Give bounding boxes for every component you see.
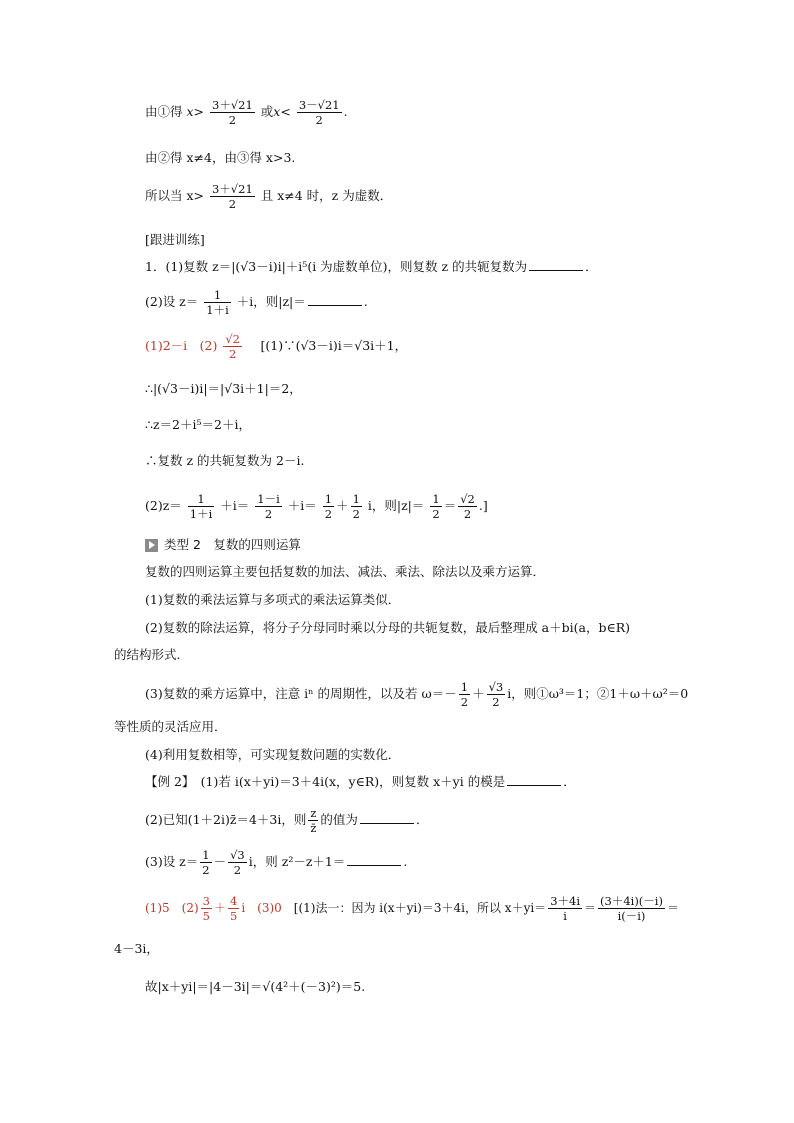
fraction [188, 492, 215, 521]
fraction [228, 894, 239, 923]
fraction [297, 98, 342, 127]
denominator: i(－i) [617, 909, 646, 923]
text: ＋i，则|z|＝ [236, 294, 306, 309]
denominator: 2 [202, 863, 210, 877]
text: (3)复数的乘方运算中，注意 iⁿ 的周期性，以及若 ω＝－ [145, 686, 457, 701]
answer-text: (1)5 (2) [145, 901, 199, 915]
text: 【例 2】 (1)若 i(x＋yi)＝3＋4i(x，y∈R)，则复数 x＋yi 的模是 [145, 774, 506, 789]
answer-blank [529, 258, 583, 271]
answer-line-1 [145, 332, 407, 361]
numerator: 1 [324, 492, 333, 506]
text: . [363, 294, 368, 309]
text: ＝ [584, 901, 597, 915]
fraction [430, 492, 441, 521]
fraction [204, 288, 231, 317]
text: ． [563, 774, 576, 789]
answer-blank [347, 853, 401, 866]
example-2-answer-final: 故|x＋yi|＝|4－3i|＝√(4²＋(－3)²)＝5. [145, 979, 366, 994]
denominator: i [563, 909, 567, 923]
text: ． [415, 812, 429, 827]
text: 1．(1)复数 z＝|(√3－i)i|＋i⁵(i 为虚数单位)，则复数 z 的共轭复数为 [145, 259, 528, 274]
answer-text: i (3)0 [241, 901, 282, 915]
section-heading [145, 536, 301, 554]
numerator: √2 [460, 492, 475, 506]
numerator: 3 [202, 894, 210, 908]
fraction [210, 182, 255, 211]
text: i，则|z|＝ [367, 498, 425, 513]
text: (2)已知(1＋2i)z̄＝4＋3i，则 [145, 812, 307, 827]
text: 的值为 [320, 812, 358, 827]
denominator: 1＋i [206, 303, 229, 317]
denominator: 2 [264, 507, 273, 521]
fraction [201, 894, 212, 923]
numerator: 1 [352, 492, 360, 506]
numerator: 1 [460, 680, 469, 694]
text: 或 [260, 104, 274, 119]
denominator: 2 [492, 695, 500, 709]
answer-text: (1)2－i (2) [145, 338, 218, 353]
denominator: 2 [228, 197, 237, 211]
paragraph-1: 复数的四则运算主要包括复数的加法、减法、乘法、除法以及乘方运算． [145, 564, 546, 579]
paragraph-3-continued: 的结构形式. [114, 647, 181, 662]
answer-line-5 [145, 492, 488, 521]
fraction [228, 848, 247, 877]
paragraph-3: (2)复数的除法运算，将分子分母同时乘以分母的共轭复数，最后整理成 a＋bi(a，b∈R) [145, 620, 631, 635]
denominator: 2 [352, 507, 360, 521]
fraction [459, 680, 470, 709]
text: i，则 z²－z＋1＝ [248, 854, 346, 869]
example-2-question-2 [145, 806, 428, 835]
fraction [323, 492, 334, 521]
text: ＋i＝ [220, 498, 250, 513]
numerator: 1 [202, 848, 210, 862]
text: . [343, 104, 348, 119]
answer-line-3: ∴z＝2＋i⁵＝2＋i， [145, 417, 251, 432]
text: (2)z＝ [145, 498, 182, 513]
fraction [458, 492, 477, 521]
text: ＋i＝ [287, 498, 317, 513]
text: x [186, 104, 194, 119]
denominator: 5 [202, 909, 210, 923]
numerator: 1 [188, 492, 215, 507]
denominator: 2 [463, 507, 472, 521]
follow-up-label: [跟进训练] [145, 232, 205, 247]
answer-blank [507, 773, 561, 786]
text: (2)设 z＝ [145, 294, 199, 309]
answer-blank [360, 811, 414, 824]
numerator: 1 [432, 492, 440, 506]
denominator: 2 [233, 863, 242, 877]
denominator: z̄ [310, 821, 317, 835]
numerator: √3 [230, 848, 245, 862]
text: [(1)∵(√3－i)i＝√3i＋1， [248, 338, 408, 353]
numerator: z [310, 806, 317, 820]
answer-line-2: ∴|(√3－i)i|＝|√3i＋1|＝2， [145, 381, 302, 396]
numerator: 3＋4i [550, 894, 580, 908]
exercise-1-question-2 [145, 288, 368, 317]
text: ＋ [472, 686, 485, 701]
text: 由①得 [145, 104, 187, 119]
numerator: 4 [229, 894, 238, 908]
answer-line-4: ∴复数 z 的共轭复数为 2－i. [145, 453, 305, 468]
fraction [548, 894, 582, 923]
text: i，则①ω³＝1；②1＋ω＋ω²＝0 [507, 686, 689, 701]
text: [(1)法一：因为 i(x＋yi)＝3＋4i，所以 x＋yi＝ [281, 901, 547, 915]
numerator: (3＋4i)(－i) [600, 894, 663, 908]
answer-text: ＋ [213, 901, 226, 915]
text: 且 x≠4 时，z 为虚数． [260, 188, 393, 203]
text: ＋ [336, 498, 349, 513]
text: x [273, 104, 281, 119]
text: > [193, 104, 205, 119]
fraction [598, 894, 665, 923]
denominator: 1＋i [189, 507, 213, 521]
numerator: 1 [204, 288, 231, 303]
numerator: √2 [225, 332, 241, 346]
example-2-answer-continued: 4－3i， [114, 941, 159, 956]
text: ＝ [666, 901, 679, 915]
numerator: √3 [488, 680, 504, 694]
paragraph-5: (4)利用复数相等，可实现复数问题的实数化． [145, 747, 401, 762]
denominator: 5 [229, 909, 238, 923]
paragraph-2: (1)复数的乘法运算与多项式的乘法运算类似． [145, 592, 401, 607]
answer-blank [308, 293, 362, 306]
numerator: 1－i [257, 492, 280, 506]
denominator: 2 [315, 113, 323, 127]
text: 所以当 x> [145, 188, 204, 203]
paragraph-4-continued: 等性质的灵活应用． [114, 719, 227, 734]
text: < [280, 104, 291, 119]
fraction [223, 332, 242, 361]
fraction [210, 98, 255, 127]
numerator: 3＋√21 [212, 98, 253, 112]
text: . [403, 854, 408, 869]
solution-line-2: 由②得 x≠4，由③得 x>3. [145, 150, 296, 165]
example-2-question-1 [145, 773, 576, 791]
text: (3)设 z＝ [145, 854, 199, 869]
numerator: 3＋√21 [211, 182, 253, 196]
example-2-answer [145, 894, 679, 923]
exercise-1-question-1 [145, 258, 598, 276]
text: － [213, 854, 227, 869]
fraction [255, 492, 282, 521]
denominator: 2 [432, 507, 440, 521]
denominator: 2 [460, 695, 469, 709]
text: ． [585, 259, 598, 274]
example-2-question-3 [145, 848, 407, 877]
play-triangle-icon [145, 539, 158, 552]
fraction [200, 848, 211, 877]
text: ＝ [443, 498, 457, 513]
paragraph-4 [145, 680, 688, 709]
denominator: 2 [324, 507, 333, 521]
solution-line-3 [145, 182, 392, 211]
numerator: 3－√21 [298, 98, 340, 112]
denominator: 2 [229, 347, 237, 361]
heading-text: 类型 2 复数的四则运算 [164, 537, 301, 552]
text: .] [478, 498, 488, 513]
fraction [351, 492, 362, 521]
fraction [487, 680, 506, 709]
fraction [308, 806, 318, 835]
solution-line-1 [145, 98, 348, 127]
denominator: 2 [228, 113, 237, 127]
